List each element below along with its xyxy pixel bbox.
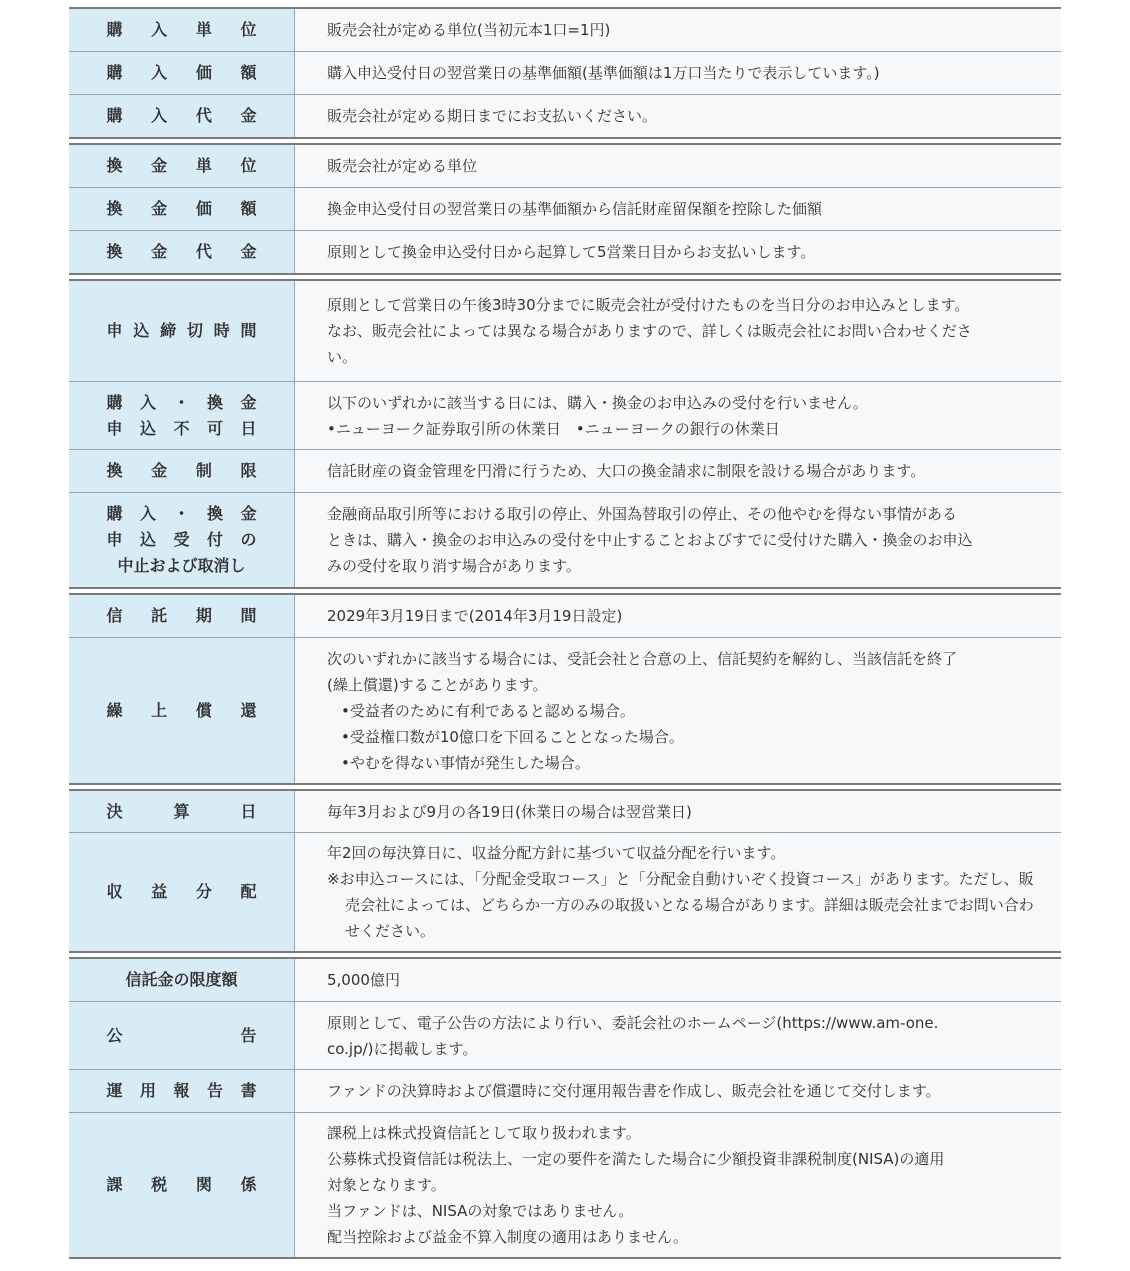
content-line: 対象となります。 (327, 1176, 446, 1194)
row-group (69, 957, 1061, 1259)
label-char: 金 (151, 461, 168, 480)
label-char: 換 (106, 242, 123, 261)
label-line (107, 799, 257, 825)
label-text (107, 390, 257, 442)
label-line (107, 318, 257, 344)
row-content (295, 791, 1061, 832)
label-char: 換 (106, 199, 123, 218)
label-char: 価 (195, 199, 212, 218)
row-group (69, 593, 1061, 785)
label-line (107, 698, 257, 724)
label-char: 込 (139, 530, 156, 549)
label-char: 申 (106, 530, 123, 549)
table-row (69, 231, 1061, 273)
label-text (107, 103, 257, 129)
label-char: 入 (139, 504, 156, 523)
label-line (107, 17, 257, 43)
label-char: ・ (173, 504, 190, 523)
label-text (107, 239, 257, 265)
row-content (295, 9, 1061, 51)
label-char: 金 (151, 199, 168, 218)
content-line: ファンドの決算時および償還時に交付運用報告書を作成し、販売会社を通じて交付します。 (327, 1082, 941, 1100)
content-line: 販売会社が定める期日までにお支払いください。 (327, 107, 658, 125)
content-line: ※お申込コースには、「分配金受取コース」と「分配金自動けいぞく投資コース」があります。ただし、販売会社によっては、どちらか一方のみの取扱いとなる場合があります。詳細は販売会社までお問い合わせください。 (327, 870, 1034, 940)
content-line: 配当控除および益金不算入制度の適用はありません。 (327, 1228, 688, 1246)
label-line (107, 239, 257, 265)
row-label (69, 1113, 295, 1257)
label-char: 換 (206, 392, 223, 412)
label-line (107, 390, 257, 416)
label-char: の (240, 530, 257, 549)
label-char: 収 (106, 882, 123, 901)
label-char: 額 (240, 63, 257, 82)
content-line: 年2回の毎決算日に、収益分配方針に基づいて収益分配を行います。 (327, 844, 786, 862)
label-char: 税 (151, 1175, 168, 1194)
row-content (295, 52, 1061, 94)
table-row (69, 188, 1061, 231)
label-text (107, 879, 257, 905)
label-char: 代 (195, 106, 212, 125)
label-char: 運 (106, 1081, 123, 1100)
label-char: 額 (240, 199, 257, 218)
content-line: •やむを得ない事情が発生した場合。 (341, 753, 590, 772)
label-text (107, 967, 257, 993)
label-char: 告 (240, 1025, 257, 1045)
table-row (69, 52, 1061, 95)
row-content (295, 231, 1061, 273)
label-text (107, 17, 257, 43)
label-char: 購 (106, 106, 123, 125)
row-label (69, 833, 295, 951)
row-label (69, 281, 295, 381)
content-line: 販売会社が定める単位(当初元本1口=1円) (327, 21, 611, 39)
row-label (69, 493, 295, 587)
label-line (107, 416, 257, 442)
label-char: 配 (240, 882, 257, 901)
label-char: 換 (106, 461, 123, 480)
table-row (69, 9, 1061, 52)
row-label (69, 1070, 295, 1112)
label-text (107, 799, 257, 825)
content-line: 当ファンドは、NISAの対象ではありません。 (327, 1202, 634, 1220)
label-char: 金 (240, 242, 257, 261)
row-label (69, 145, 295, 187)
label-line: 信託金の限度額 (125, 970, 238, 989)
label-line (107, 153, 257, 179)
label-char: 金 (151, 242, 168, 261)
label-char: 購 (106, 504, 123, 523)
label-char: 金 (240, 392, 257, 412)
row-label (69, 188, 295, 230)
label-char: 込 (133, 321, 150, 340)
label-line (107, 196, 257, 222)
content-line: い。 (327, 348, 358, 366)
row-content (295, 959, 1061, 1001)
label-char: 切 (186, 321, 203, 340)
row-label (69, 52, 295, 94)
label-char: 係 (240, 1175, 257, 1194)
content-line: 以下のいずれかに該当する日には、購入・換金のお申込みの受付を行いません。 (327, 393, 868, 412)
label-char: 書 (240, 1081, 257, 1100)
label-line (107, 603, 257, 629)
table-row (69, 145, 1061, 188)
row-content (295, 1070, 1061, 1112)
table-row (69, 1070, 1061, 1113)
label-char: 報 (173, 1081, 190, 1100)
label-line (107, 527, 257, 553)
content-line: 課税上は株式投資信託として取り扱われます。 (327, 1124, 641, 1142)
label-text (107, 60, 257, 86)
label-text (107, 603, 257, 629)
label-char: 申 (106, 321, 123, 340)
label-char: 入 (151, 106, 168, 125)
label-text (107, 458, 257, 484)
content-line: 公募株式投資信託は税法上、一定の要件を満たした場合に少額投資非課税制度(NISA)の適用 (327, 1150, 945, 1168)
row-content (295, 382, 1061, 449)
label-line (107, 1172, 257, 1198)
row-content (295, 188, 1061, 230)
row-content (295, 1113, 1061, 1257)
label-char: 還 (240, 700, 257, 720)
label-char: 告 (206, 1081, 223, 1100)
label-char: 間 (240, 321, 257, 340)
label-char: 限 (240, 461, 257, 480)
label-line (107, 458, 257, 484)
row-label (69, 95, 295, 137)
label-char: 時 (213, 321, 230, 340)
row-content (295, 493, 1061, 587)
label-char: 不 (173, 418, 190, 438)
label-char: 締 (160, 321, 177, 340)
content-line: 毎年3月および9月の各19日(休業日の場合は翌営業日) (327, 802, 692, 821)
label-char: 購 (106, 20, 123, 39)
table-row (69, 638, 1061, 783)
label-char: 関 (195, 1175, 212, 1194)
label-char: 託 (151, 606, 168, 625)
label-char: 決 (106, 801, 123, 821)
label-text (107, 1023, 257, 1049)
row-label (69, 595, 295, 637)
label-char: 購 (106, 392, 123, 412)
label-line (107, 1078, 257, 1104)
row-label (69, 9, 295, 51)
table-row (69, 493, 1061, 587)
table-row (69, 595, 1061, 638)
label-char: 金 (151, 156, 168, 175)
content-line: 換金申込受付日の翌営業日の基準価額から信託財産留保額を控除した価額 (327, 200, 823, 218)
content-line: なお、販売会社によっては異なる場合がありますので、詳しくは販売会社にお問い合わせくださ (327, 322, 972, 340)
label-line (107, 879, 257, 905)
label-text (107, 196, 257, 222)
content-line: 金融商品取引所等における取引の停止、外国為替取引の停止、その他やむを得ない事情がある (327, 505, 958, 523)
row-label (69, 382, 295, 449)
label-char: 繰 (106, 700, 123, 720)
label-text (107, 318, 257, 344)
label-char: 入 (151, 63, 168, 82)
row-content (295, 833, 1061, 951)
label-char: 入 (151, 20, 168, 39)
label-text (107, 501, 257, 579)
content-line: •ニューヨーク証券取引所の休業日 •ニューヨークの銀行の休業日 (327, 419, 780, 438)
label-char: 単 (195, 156, 212, 175)
content-line: 信託財産の資金管理を円滑に行うため、大口の換金請求に制限を設ける場合があります。 (327, 462, 926, 480)
label-char: 入 (139, 392, 156, 412)
row-content (295, 281, 1061, 381)
content-line: ときは、購入・換金のお申込みの受付を中止することおよびすでに受付けた購入・換金のお申込 (327, 531, 973, 549)
content-line: 販売会社が定める単位 (327, 157, 478, 175)
label-char: 換 (106, 156, 123, 175)
label-char: 購 (106, 63, 123, 82)
row-content (295, 1002, 1061, 1069)
row-label (69, 1002, 295, 1069)
content-line: 原則として、電子公告の方法により行い、委託会社のホームページ(https://www.am-one. (327, 1013, 939, 1032)
content-line: 購入申込受付日の翌営業日の基準価額(基準価額は1万口当たりで表示しています。) (327, 64, 880, 82)
label-char: 金 (240, 106, 257, 125)
label-char: 日 (240, 418, 257, 438)
row-label (69, 959, 295, 1001)
label-char: 申 (106, 418, 123, 438)
label-char: 間 (240, 606, 257, 625)
label-char: 換 (206, 504, 223, 523)
content-line: 次のいずれかに該当する場合には、受託会社と合意の上、信託契約を解約し、当該信託を終了 (327, 649, 958, 668)
label-char: 単 (195, 20, 212, 39)
fund-procedures-table (69, 7, 1061, 1259)
row-label (69, 638, 295, 783)
content-line: 原則として換金申込受付日から起算して5営業日目からお支払いします。 (327, 243, 816, 261)
label-char: 位 (240, 156, 257, 175)
label-line: 中止および取消し (117, 556, 246, 575)
table-row (69, 791, 1061, 833)
label-char: 受 (173, 530, 190, 549)
label-line (107, 501, 257, 527)
content-line: 2029年3月19日まで(2014年3月19日設定) (327, 607, 623, 625)
row-label (69, 231, 295, 273)
label-char: 上 (151, 700, 168, 720)
content-line: •受益権口数が10億口を下回ることとなった場合。 (341, 727, 684, 746)
label-line (107, 1023, 257, 1049)
table-row (69, 833, 1061, 951)
row-group (69, 7, 1061, 139)
label-char: 代 (195, 242, 212, 261)
label-char: 償 (195, 700, 212, 720)
label-char: 公 (106, 1025, 123, 1045)
label-char: 制 (195, 461, 212, 480)
content-line: (繰上償還)することがあります。 (327, 675, 548, 694)
content-line: co.jp/)に掲載します。 (327, 1039, 478, 1058)
label-line (107, 103, 257, 129)
label-text (107, 698, 257, 724)
label-char: 価 (195, 63, 212, 82)
content-line: •受益者のために有利であると認める場合。 (341, 701, 635, 720)
row-group (69, 143, 1061, 275)
label-char: 位 (240, 20, 257, 39)
row-group (69, 279, 1061, 589)
table-row (69, 1113, 1061, 1257)
table-row (69, 959, 1061, 1002)
row-content (295, 638, 1061, 783)
label-char: 信 (106, 606, 123, 625)
table-row (69, 95, 1061, 137)
label-char: 期 (195, 606, 212, 625)
label-char: 算 (173, 801, 190, 821)
row-content (295, 145, 1061, 187)
label-char: 分 (195, 882, 212, 901)
label-line (107, 60, 257, 86)
content-line: みの受付を取り消す場合があります。 (327, 557, 581, 575)
label-char: 込 (139, 418, 156, 438)
row-label (69, 450, 295, 492)
row-content (295, 595, 1061, 637)
table-row (69, 450, 1061, 493)
row-label (69, 791, 295, 832)
content-line: 5,000億円 (327, 971, 400, 989)
content-line: 原則として営業日の午後3時30分までに販売会社が受付けたものを当日分のお申込みとします。 (327, 296, 970, 314)
label-char: 益 (151, 882, 168, 901)
label-char: 用 (139, 1081, 156, 1100)
table-row (69, 1002, 1061, 1070)
label-text (107, 1078, 257, 1104)
table-row (69, 281, 1061, 382)
label-char: ・ (173, 392, 190, 412)
label-text (107, 1172, 257, 1198)
table-row (69, 382, 1061, 450)
row-content (295, 450, 1061, 492)
label-char: 金 (240, 504, 257, 523)
label-char: 課 (106, 1175, 123, 1194)
row-content (295, 95, 1061, 137)
label-char: 付 (206, 530, 223, 549)
label-char: 可 (206, 418, 223, 438)
row-group (69, 789, 1061, 953)
label-text (107, 153, 257, 179)
label-char: 日 (240, 801, 257, 821)
